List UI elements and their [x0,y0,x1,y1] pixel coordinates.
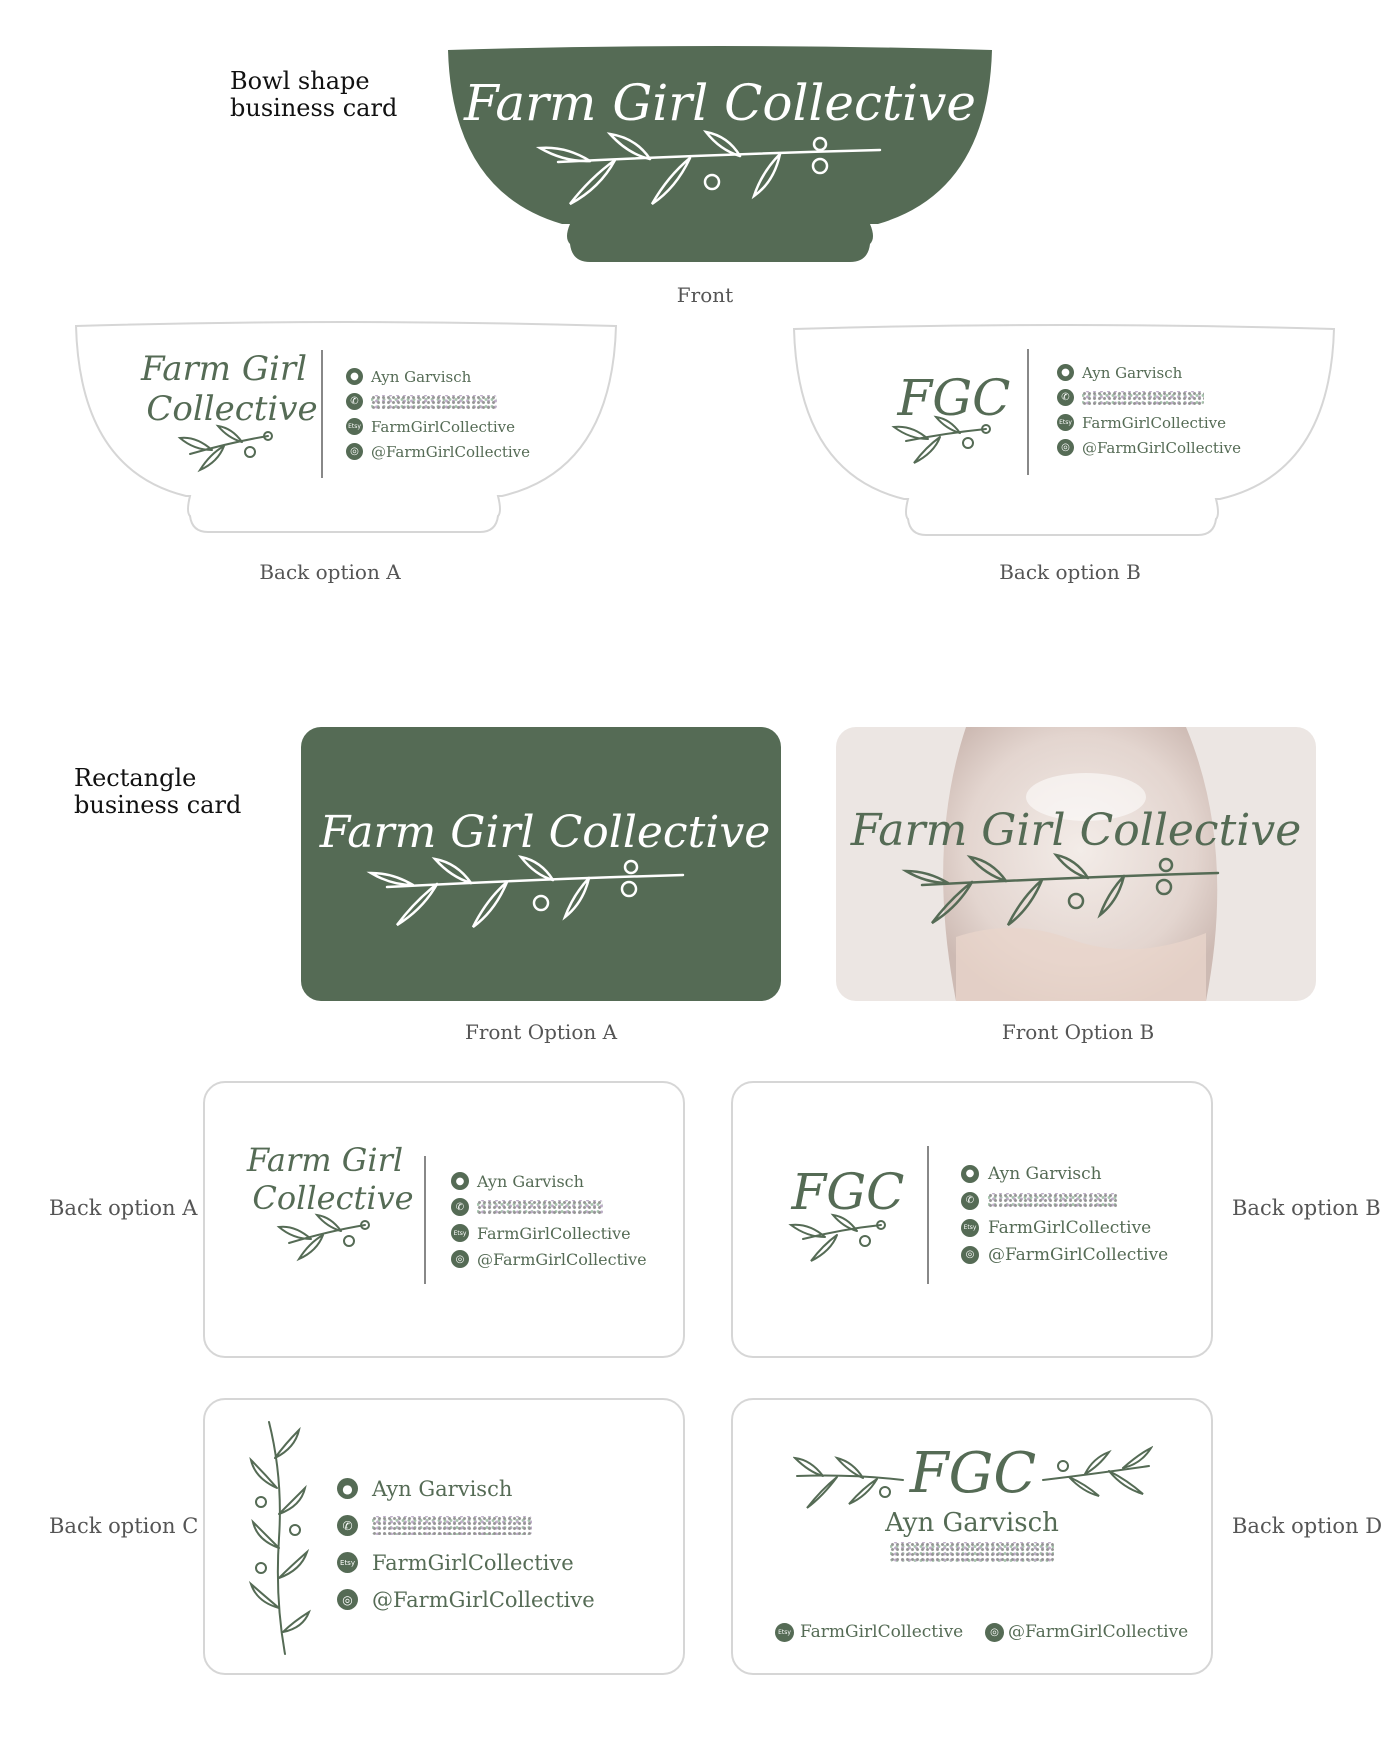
contact-instagram: @FarmGirlCollective [372,1587,595,1612]
rect-back-a-brand-line1: Farm Girl [246,1143,404,1179]
divider [424,1156,426,1284]
rect-heading-line1: Rectangle [74,764,197,792]
rect-back-d-name-block [731,1508,1213,1569]
rect-back-c-contact [337,1470,595,1618]
phone-icon: ✆ [1057,389,1074,406]
etsy-icon: Etsy [961,1219,979,1237]
etsy-icon: Etsy [346,418,363,435]
rect-back-d-monogram: FGC [909,1441,1037,1506]
rect-back-a-logo [225,1143,425,1283]
rect-back-a-contact [451,1168,647,1272]
contact-name: Ayn Garvisch [1082,363,1183,382]
redacted-phone [988,1193,1118,1208]
contact-instagram: @FarmGirlCollective [1082,438,1242,457]
rect-front-a-brand: Farm Girl Collective [319,807,771,858]
person-icon: ● [451,1172,469,1190]
rect-back-d-etsy [775,1620,963,1644]
contact-instagram: @FarmGirlCollective [477,1249,647,1269]
left-olive-branch-icon [795,1458,903,1508]
contact-name: Ayn Garvisch [372,1476,513,1501]
rect-front-b-caption: Front Option B [1001,1020,1155,1044]
instagram-icon: ◎ [451,1250,469,1268]
bowl-back-b-monogram: FGC [897,369,1011,427]
divider [927,1146,929,1284]
contact-etsy: FarmGirlCollective [477,1223,631,1243]
instagram-icon: ◎ [346,443,363,460]
contact-etsy: FarmGirlCollective [1082,413,1227,432]
bowl-back-b-caption: Back option B [999,560,1141,584]
rect-heading-line2: business card [74,791,242,819]
instagram-icon: ◎ [961,1246,979,1264]
rect-back-d-instagram [985,1620,1188,1644]
rect-back-b-label: Back option B [1232,1196,1381,1220]
person-icon: ● [1057,364,1074,381]
etsy-icon: Etsy [337,1552,358,1573]
bowl-front-brand: Farm Girl Collective [464,74,976,132]
rect-back-c-label: Back option C [49,1514,199,1538]
rect-back-b-monogram: FGC [791,1163,905,1221]
bowl-heading-line1: Bowl shape [230,67,370,95]
rect-back-a-label: Back option A [49,1196,198,1220]
person-icon: ● [961,1165,979,1183]
contact-instagram: @FarmGirlCollective [371,442,531,461]
vertical-olive-branch-icon [239,1418,319,1658]
rect-back-d-label: Back option D [1232,1514,1383,1538]
bowl-front-card [440,42,1000,268]
contact-name: Ayn Garvisch [988,1163,1102,1184]
phone-icon: ✆ [961,1192,979,1210]
rect-back-b-logo [773,1153,923,1283]
contact-instagram: @FarmGirlCollective [1008,1622,1189,1642]
redacted-phone [890,1542,1054,1562]
bowl-front-caption: Front [676,283,734,307]
redacted-phone [371,395,497,409]
phone-icon: ✆ [451,1198,469,1216]
rect-back-b-contact [961,1160,1168,1268]
bowl-back-a-contact [346,364,530,464]
etsy-icon: Etsy [451,1224,469,1242]
instagram-icon: ◎ [1057,439,1074,456]
contact-name: Ayn Garvisch [477,1171,584,1191]
bowl-back-a-caption: Back option A [259,560,401,584]
right-olive-branch-icon [1043,1448,1151,1496]
rect-front-a-card [301,727,781,1001]
person-icon: ● [346,368,363,385]
bowl-heading-line2: business card [230,94,398,122]
person-icon: ● [337,1478,358,1499]
bowl-back-a-brand-line1: Farm Girl [140,349,308,389]
rect-front-a-caption: Front Option A [464,1020,618,1044]
contact-instagram: @FarmGirlCollective [988,1244,1169,1265]
rect-back-b-olive-branch-icon [791,1215,885,1261]
redacted-phone [372,1516,532,1535]
rect-front-b-brand: Farm Girl Collective [850,805,1302,856]
contact-etsy: FarmGirlCollective [988,1217,1152,1238]
contact-etsy: FarmGirlCollective [800,1622,964,1642]
instagram-icon: ◎ [985,1623,1004,1642]
contact-etsy: FarmGirlCollective [372,1550,574,1575]
instagram-icon: ◎ [337,1589,358,1610]
bowl-back-a-brand-line2: Collective [146,389,318,429]
contact-name: Ayn Garvisch [885,1508,1059,1538]
rect-front-b-card [836,727,1316,1001]
contact-name: Ayn Garvisch [371,367,472,386]
bowl-back-b-contact [1057,360,1241,460]
etsy-icon: Etsy [1057,414,1074,431]
redacted-phone [1082,391,1204,405]
rect-back-a-brand-line2: Collective [252,1179,414,1217]
bowl-heading [230,68,397,122]
rect-heading [74,765,241,819]
redacted-phone [477,1200,603,1215]
phone-icon: ✆ [337,1515,358,1536]
etsy-icon: Etsy [775,1623,794,1642]
phone-icon: ✆ [346,393,363,410]
contact-etsy: FarmGirlCollective [371,417,516,436]
rect-back-a-olive-branch-icon [279,1215,369,1259]
